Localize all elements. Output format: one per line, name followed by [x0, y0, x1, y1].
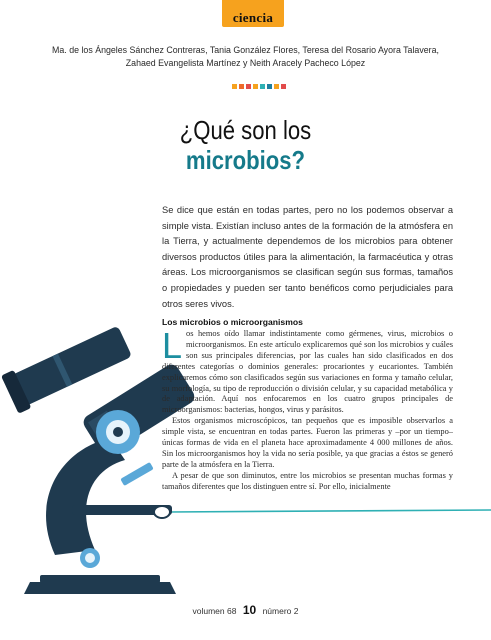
- section-tab: [222, 0, 284, 27]
- footer-volume: volumen 68: [192, 606, 237, 616]
- footer-number: número 2: [262, 606, 299, 616]
- intro-text: Se dice que están en todas partes, pero no los podemos observar a simple vista. Existían incluso antes de la formación de la atmósfera en la Tierra, y actualmente dependemos de los microbios para obtener diversos productos útiles para la alimentación, la farmacéutica y otras áreas. Los microorganismos se clasifican según sus formas, tamaños o propiedades y pueden ser tanto benéficos como perjudiciales para otros seres vivos.: [162, 205, 453, 309]
- microscope-base: [24, 582, 176, 594]
- body-paragraph-1-text: os hemos oído llamar indistintamente como gérmenes, virus, microbios o microorganismos. En este artículo explicaremos qué son los microbios y cuáles son sus principales diferencias, por las cuales han sido clasificados en dos diferentes categorías o dominios generales: procariontes y eucariontes. También explicaremos cómo son clasificados según sus variaciones en forma y tamaño celular, su morfología, su tipo de reproducción o división celular, y su capacidad metabólica y de adaptación. Aquí nos enfocaremos en los cuatro grupos principales de microorganismos: bacterias, hongos, virus y parásitos.: [162, 329, 453, 415]
- article-title: [0, 115, 491, 175]
- authors-line-1: Ma. de los Ángeles Sánchez Contreras, Tania González Flores, Teresa del Rosario Ayora Talavera,: [52, 45, 439, 56]
- decor-dot: [267, 84, 272, 89]
- intro-paragraph: [162, 203, 453, 312]
- page-number: 10: [242, 603, 257, 617]
- teal-line: [168, 510, 491, 512]
- title-line-1: ¿Qué son los: [179, 115, 312, 145]
- decor-dot: [232, 84, 237, 89]
- body-paragraph-1: [162, 325, 453, 416]
- decorative-dots: [232, 84, 286, 90]
- decor-dot: [281, 84, 286, 89]
- authors: [38, 44, 453, 70]
- title-line-2: microbios?: [185, 145, 306, 175]
- decor-dot: [260, 84, 265, 89]
- microscope-arm: [46, 438, 125, 555]
- drop-cap: L: [162, 325, 183, 366]
- body-paragraph-2: Estos organismos microscópicos, tan pequeños que es imposible observarlos a simple vista, se encuentran en todas partes. Fueron las primeras y –por un tiempo– únicas formas de vida en el planeta hace aproximadamente 4 000 millones de años. Sin los microorganismos hoy la vida no sería posible, ya que gracias a éstos se generó parte de la atmósfera en la Tierra.: [162, 416, 453, 469]
- decor-dot: [274, 84, 279, 89]
- stage-ring: [154, 506, 170, 518]
- decor-dot: [239, 84, 244, 89]
- section-subheading: Los microbios o microorganismos: [162, 317, 303, 327]
- article-body: [162, 325, 453, 493]
- decor-dot: [253, 84, 258, 89]
- authors-line-2: Zahaed Evangelista Martínez y Neith Aracely Pacheco López: [125, 58, 366, 69]
- section-label: ciencia: [232, 10, 274, 25]
- page-footer: [0, 603, 491, 617]
- body-paragraph-3: A pesar de que son diminutos, entre los microbios se presentan muchas formas y tamaños diferentes que los distinguen entre sí. Por ello, inicialmente: [162, 470, 453, 491]
- decor-dot: [246, 84, 251, 89]
